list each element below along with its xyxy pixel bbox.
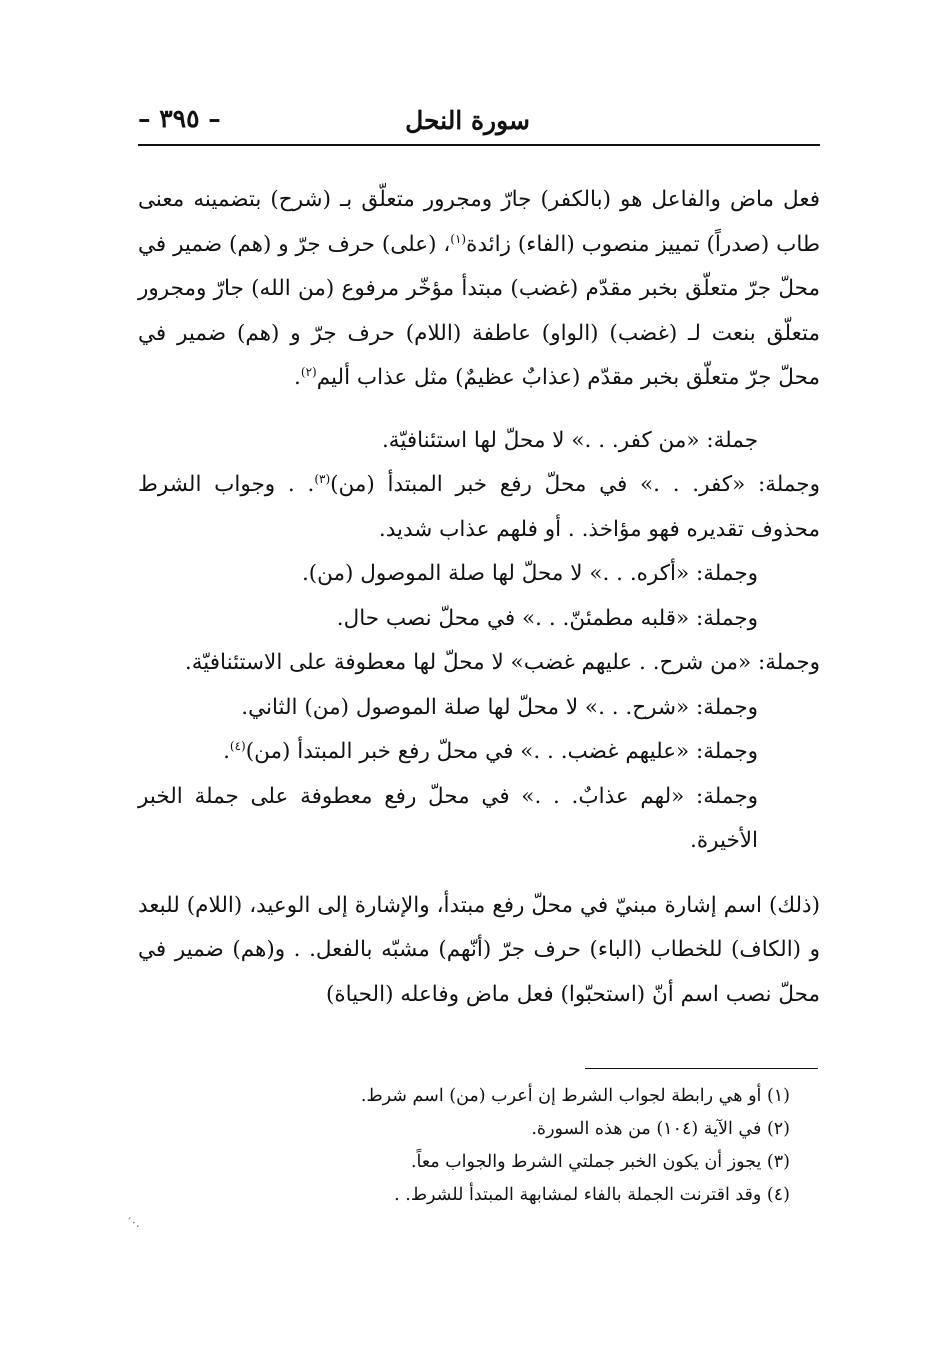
spacer — [138, 401, 820, 419]
sentence-text: . . وجواب الشرط محذوف تقديره فهو مؤاخذ. . أو فلهم عذاب شديد. — [138, 472, 820, 542]
sentence-item — [138, 463, 820, 552]
sentence-item: وجملة: «لهم عذابٌ. . .» في محلّ رفع معطوفة على جملة الخبر الأخيرة. — [138, 783, 758, 853]
sentence-item: وجملة: «أكره. . .» لا محلّ لها صلة الموصول (من). — [301, 561, 758, 586]
paragraph-1-text-b: ، (على) حرف جرّ و (هم) ضمير في محلّ جرّ متعلّق بخبر مقدّم (غضب) مبتدأ مؤخّر مرفوع (من الله) جارّ ومجرور متعلّق بنعت لـ (غضب) (الواو) عاطفة (اللام) حرف جرّ و (هم) ضمير في محلّ جرّ متعلّق بخبر مقدّم (عذابٌ عظيمٌ) مثل عذاب أليم — [138, 231, 820, 390]
paragraph-1 — [138, 178, 820, 401]
footnote-2: (٢) في الآية (١٠٤) من هذه السورة. — [531, 1119, 790, 1139]
sentence-list — [138, 419, 820, 864]
paragraph-1-text-a: فعل ماض والفاعل هو (بالكفر) جارّ ومجرور متعلّق بـ (شرح) بتضمينه معنى طاب (صدراً) تمييز منصوب (الفاء) زائدة — [138, 187, 820, 257]
running-title: سورة النحل — [405, 106, 530, 135]
paragraph-2: (ذلك) اسم إشارة مبنيّ في محلّ رفع مبتدأ، والإشارة إلى الوعيد، (اللام) للبعد و (الكاف) للخطاب (الباء) حرف جرّ (أنّهم) مشبّه بالفعل. . و(هم) ضمير في محلّ نصب اسم أنّ (استحبّوا) فعل ماض وفاعله (الحياة) — [138, 892, 820, 1007]
sentence-item — [138, 730, 820, 775]
footnote-ref-4: (٤) — [229, 738, 246, 753]
paragraph-1-text-c: . — [294, 365, 301, 390]
sentence-item: جملة: «من كفر. . .» لا محلّ لها استئنافيّة. — [381, 427, 758, 453]
footnote-4: (٤) وقد اقترنت الجملة بالفاء لمشابهة المبتدأ للشرط. . — [394, 1185, 790, 1205]
main-text — [138, 178, 820, 1017]
scan-speck: .·´ — [126, 1216, 140, 1230]
footnote-1: (١) أو هي رابطة لجواب الشرط إن أعرب (من) اسم شرط. — [360, 1086, 790, 1106]
sentence-item: وجملة: «شرح. . .» لا محلّ لها صلة الموصول (من) الثاني. — [241, 694, 758, 720]
sentence-text: وجملة: «عليهم غضب. . .» في محلّ رفع خبر المبتدأ (من) — [245, 739, 758, 764]
page-number: – ٣٩٥ – — [138, 104, 221, 133]
footnote-ref-2: (٢) — [300, 364, 317, 379]
sentence-text: . — [223, 739, 230, 764]
footnote-separator — [585, 1068, 818, 1069]
header-rule — [138, 144, 820, 146]
sentence-item: وجملة: «من شرح. . عليهم غضب» لا محلّ لها معطوفة على الاستئنافيّة. — [184, 650, 820, 675]
footnotes — [300, 1080, 790, 1212]
sentence-item: وجملة: «قلبه مطمئنّ. . .» في محلّ نصب حال. — [336, 605, 758, 631]
footnote-3: (٣) يجوز أن يكون الخبر جملتي الشرط والجواب معاً. — [410, 1152, 790, 1172]
spacer — [138, 864, 820, 884]
footnote-ref-3: (٣) — [314, 471, 331, 486]
page-header — [138, 100, 820, 146]
footnote-ref-1: (١) — [450, 231, 467, 246]
sentence-text: وجملة: «كفر. . .» في محلّ رفع خبر المبتدأ (من) — [330, 472, 820, 497]
